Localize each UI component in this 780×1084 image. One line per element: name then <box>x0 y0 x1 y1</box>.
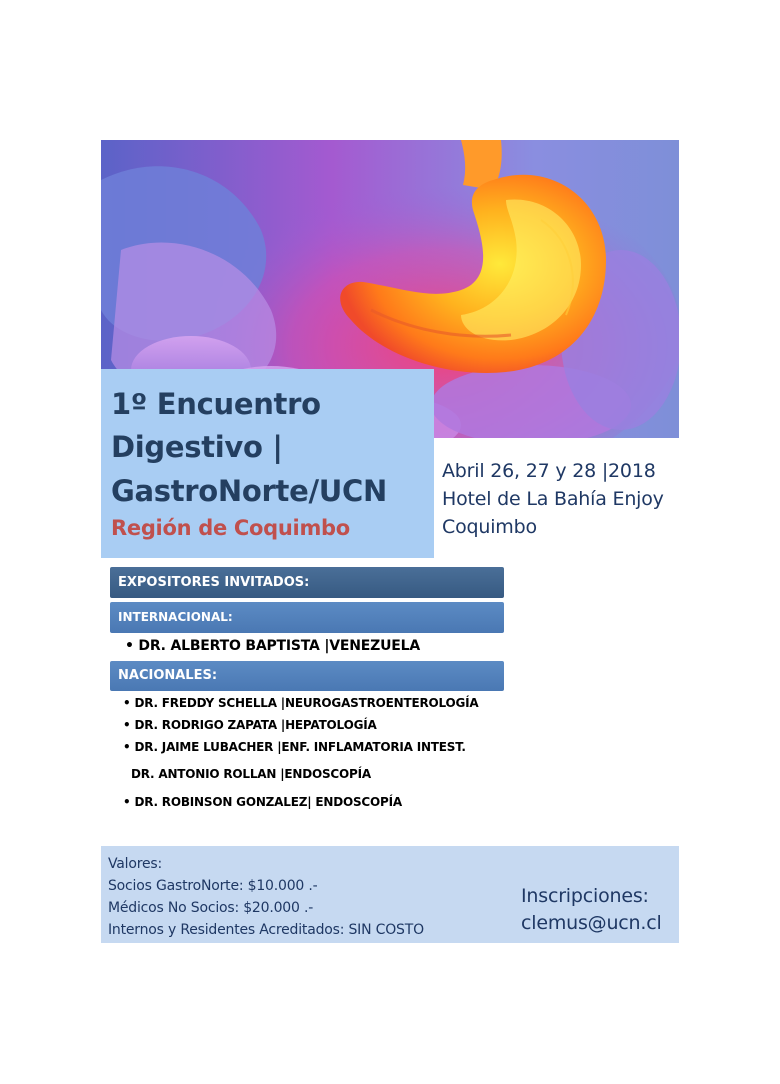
national-speaker: • DR. RODRIGO ZAPATA |HEPATOLOGÍA <box>123 718 377 732</box>
event-title-line-2: Digestivo | <box>111 430 283 464</box>
international-speaker: • DR. ALBERTO BAPTISTA |VENEZUELA <box>125 638 420 654</box>
event-region: Región de Coquimbo <box>111 516 350 540</box>
national-speaker: • DR. ROBINSON GONZALEZ| ENDOSCOPÍA <box>123 795 402 809</box>
event-dates: Abril 26, 27 y 28 |2018 <box>442 460 656 482</box>
registration-email[interactable]: clemus@ucn.cl <box>521 912 662 934</box>
price-list <box>108 853 424 941</box>
national-speaker: • DR. JAIME LUBACHER |ENF. INFLAMATORIA INTEST. <box>123 740 466 754</box>
national-speaker: • DR. FREDDY SCHELLA |NEUROGASTROENTEROLOGÍA <box>123 696 479 710</box>
registration <box>521 883 662 937</box>
speakers-header: EXPOSITORES INVITADOS: <box>110 567 504 598</box>
price-residents: Internos y Residentes Acreditados: SIN COSTO <box>108 922 424 938</box>
event-title-line-3: GastroNorte/UCN <box>111 474 387 508</box>
event-venue: Hotel de La Bahía Enjoy <box>442 488 664 510</box>
price-box <box>101 846 679 943</box>
title-box <box>101 369 434 558</box>
price-heading: Valores: <box>108 856 162 872</box>
event-details <box>442 457 664 541</box>
national-header: NACIONALES: <box>110 661 504 691</box>
national-speaker: DR. ANTONIO ROLLAN |ENDOSCOPÍA <box>131 767 371 781</box>
international-header: INTERNACIONAL: <box>110 602 504 633</box>
event-title-line-1: 1º Encuentro <box>111 387 321 421</box>
price-members: Socios GastroNorte: $10.000 .- <box>108 878 318 894</box>
registration-label: Inscripciones: <box>521 885 649 907</box>
price-non-members: Médicos No Socios: $20.000 .- <box>108 900 314 916</box>
event-city: Coquimbo <box>442 516 537 538</box>
